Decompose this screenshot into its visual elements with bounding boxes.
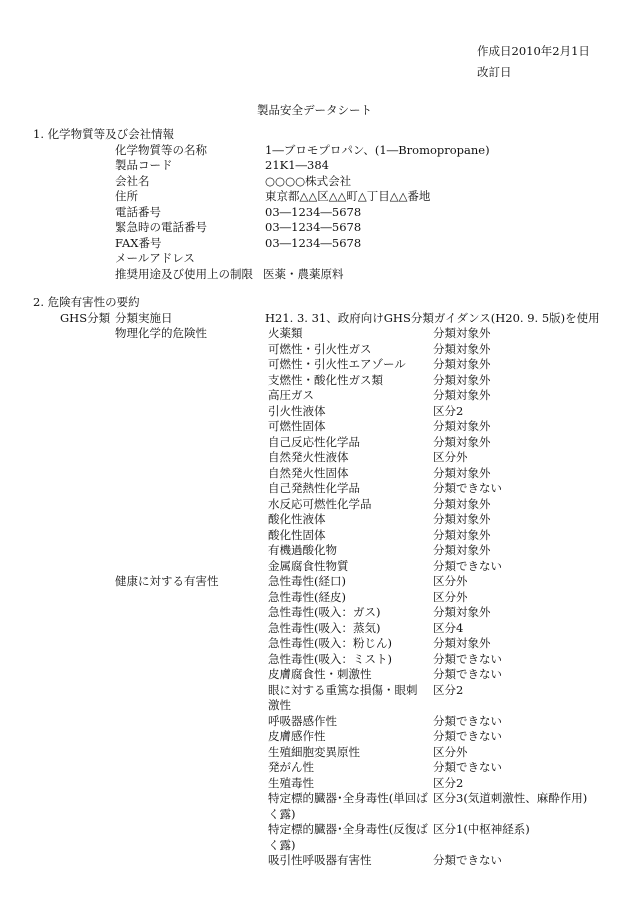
hazard-name: 皮膚腐食性・刺激性 [268, 667, 372, 681]
hazard-row [0, 543, 620, 559]
hazard-row [0, 574, 620, 590]
info-value: 03―1234―5678 [265, 220, 362, 234]
hazard-row [0, 590, 620, 606]
hazard-row [0, 481, 620, 497]
hazard-classification: 分類対象外 [433, 465, 491, 480]
hazard-name: 特定標的臓器･全身毒性(単回ばく露) [268, 791, 428, 821]
hazard-classification: 分類対象外 [433, 372, 491, 387]
hazard-name: 生殖毒性 [268, 775, 314, 790]
hazard-classification: 区分1(中枢神経系) [433, 822, 530, 836]
hazard-row [0, 388, 620, 404]
hazard-name: 呼吸器感作性 [268, 713, 337, 728]
hazard-name: 急性毒性(吸入：蒸気) [268, 620, 381, 635]
hazard-row [0, 683, 620, 714]
hazard-classification: 分類対象外 [433, 326, 491, 340]
hazard-classification: 分類対象外 [433, 434, 491, 449]
hazard-row [0, 729, 620, 745]
hazard-classification: 分類できない [433, 558, 502, 573]
hazard-classification: 区分3(気道刺激性、麻酔作用) [433, 791, 588, 805]
section2-heading: 2. 危険有害性の要約 [33, 295, 140, 309]
hazard-classification: 分類対象外 [433, 388, 491, 402]
info-row [115, 205, 615, 221]
info-value: 医薬・農薬原料 [263, 266, 344, 281]
hazard-name: 自然発火性固体 [268, 465, 349, 480]
hazard-classification: 分類対象外 [433, 527, 491, 542]
hazard-row [0, 791, 620, 822]
hazard-row [0, 326, 620, 342]
hazard-classification: 分類できない [433, 481, 502, 495]
info-value: 03―1234―5678 [265, 204, 362, 219]
hazard-row [0, 621, 620, 637]
hazard-name: 急性毒性(吸入：ミスト) [268, 651, 392, 666]
info-value: 21K1―384 [265, 158, 329, 172]
classification-date-value: H21. 3. 31、政府向けGHS分類ガイダンス(H20. 9. 5版)を使用 [265, 311, 600, 325]
hazard-name: 引火性液体 [268, 403, 326, 418]
info-row [115, 189, 615, 205]
hazard-row [0, 652, 620, 668]
page-title: 製品安全データシート [257, 103, 372, 117]
info-value: 03―1234―5678 [265, 235, 362, 250]
created-date: 作成日2010年2月1日 [477, 44, 590, 58]
hazard-row [0, 512, 620, 528]
info-row [115, 267, 615, 283]
hazard-classification: 分類対象外 [433, 512, 491, 526]
info-row [115, 251, 615, 267]
info-label: メールアドレス [115, 251, 195, 265]
hazard-row [0, 357, 620, 373]
hazard-name: 自己発熱性化学品 [268, 481, 360, 495]
hazard-name: 急性毒性(吸入：ガス) [268, 605, 381, 619]
hazard-name: 支燃性・酸化性ガス類 [268, 372, 383, 387]
info-row [115, 174, 615, 190]
info-value: ○○○○株式会社 [265, 173, 352, 188]
hazard-classification: 分類できない [433, 667, 502, 681]
hazard-name: 酸化性固体 [268, 527, 326, 542]
hazard-classification: 区分外 [433, 574, 468, 588]
hazard-classification: 分類対象外 [433, 543, 491, 557]
revised-date: 改訂日 [477, 65, 512, 79]
info-label: 住所 [115, 189, 138, 203]
hazard-classification: 分類対象外 [433, 341, 491, 356]
hazard-row [0, 667, 620, 683]
hazard-name: 特定標的臓器･全身毒性(反復ばく露) [268, 822, 428, 852]
hazard-name: 酸化性液体 [268, 512, 326, 526]
info-value: 東京都△△区△△町△丁目△△番地 [265, 189, 431, 203]
hazard-classification: 分類対象外 [433, 605, 491, 619]
info-value: 1―ブロモプロパン、(1―Bromopropane) [265, 142, 490, 157]
info-row [115, 220, 615, 236]
info-label: 化学物質等の名称 [115, 142, 207, 157]
hazard-row [0, 497, 620, 513]
hazard-row [0, 559, 620, 575]
hazard-classification: 分類できない [433, 853, 502, 867]
hazard-name: 皮膚感作性 [268, 729, 326, 743]
hazard-name: 自己反応性化学品 [268, 434, 360, 449]
info-label: 製品コード [115, 158, 173, 172]
hazard-row [0, 466, 620, 482]
hazard-classification: 区分外 [433, 744, 468, 759]
physical-hazards-label: 物理化学的危険性 [115, 326, 207, 340]
hazard-row [0, 450, 620, 466]
hazard-row [0, 435, 620, 451]
hazard-classification: 分類できない [433, 729, 502, 743]
hazard-classification: 分類できない [433, 713, 502, 728]
info-label: 会社名 [115, 173, 150, 188]
hazard-classification: 分類対象外 [433, 419, 491, 433]
hazard-row [0, 342, 620, 358]
hazard-name: 吸引性呼吸器有害性 [268, 853, 372, 867]
hazard-name: 眼に対する重篤な損傷・眼刺激性 [268, 682, 418, 712]
hazard-classification: 分類対象外 [433, 357, 491, 371]
info-row [115, 143, 615, 159]
hazard-name: 火薬類 [268, 326, 303, 340]
info-label: 推奨用途及び使用上の制限 [115, 266, 253, 281]
hazard-classification: 分類対象外 [433, 496, 491, 511]
hazard-name: 金属腐食性物質 [268, 558, 349, 573]
info-label: 電話番号 [115, 204, 161, 219]
hazard-classification: 分類対象外 [433, 636, 491, 650]
hazard-row [0, 853, 620, 869]
info-label: FAX番号 [115, 235, 162, 250]
hazard-classification: 分類できない [433, 651, 502, 666]
hazard-classification: 区分外 [433, 450, 468, 464]
hazard-classification: 区分2 [433, 403, 464, 418]
hazard-classification: 区分2 [433, 775, 464, 790]
hazard-name: 自然発火性液体 [268, 450, 349, 464]
hazard-row [0, 419, 620, 435]
hazard-name: 急性毒性(経皮) [268, 589, 346, 604]
hazard-row [0, 404, 620, 420]
hazard-name: 高圧ガス [268, 388, 314, 402]
hazard-name: 急性毒性(経口) [268, 574, 346, 588]
hazard-row [0, 528, 620, 544]
hazard-name: 有機過酸化物 [268, 543, 337, 557]
hazard-classification: 分類できない [433, 760, 502, 774]
hazard-row [0, 636, 620, 652]
hazard-row [0, 605, 620, 621]
hazard-classification: 区分2 [433, 682, 464, 697]
hazard-name: 発がん性 [268, 760, 314, 774]
hazard-row [0, 373, 620, 389]
hazard-name: 可燃性・引火性エアゾール [268, 357, 406, 371]
info-row [115, 236, 615, 252]
hazard-name: 可燃性固体 [268, 419, 326, 433]
hazard-row [0, 745, 620, 761]
hazard-name: 急性毒性(吸入：粉じん) [268, 636, 392, 650]
hazard-row [0, 714, 620, 730]
ghs-label: GHS分類 [60, 311, 111, 325]
classification-date-label: 分類実施日 [115, 311, 173, 325]
hazard-name: 可燃性・引火性ガス [268, 341, 372, 356]
section1-heading: 1. 化学物質等及び会社情報 [33, 127, 175, 141]
hazard-row [0, 760, 620, 776]
hazard-row [0, 776, 620, 792]
hazard-name: 生殖細胞変異原性 [268, 744, 360, 759]
hazard-name: 水反応可燃性化学品 [268, 496, 372, 511]
hazard-classification: 区分外 [433, 589, 468, 604]
info-row [115, 158, 615, 174]
info-label: 緊急時の電話番号 [115, 220, 207, 234]
hazard-classification: 区分4 [433, 620, 464, 635]
hazard-row [0, 822, 620, 853]
health-hazards-label: 健康に対する有害性 [115, 574, 219, 588]
